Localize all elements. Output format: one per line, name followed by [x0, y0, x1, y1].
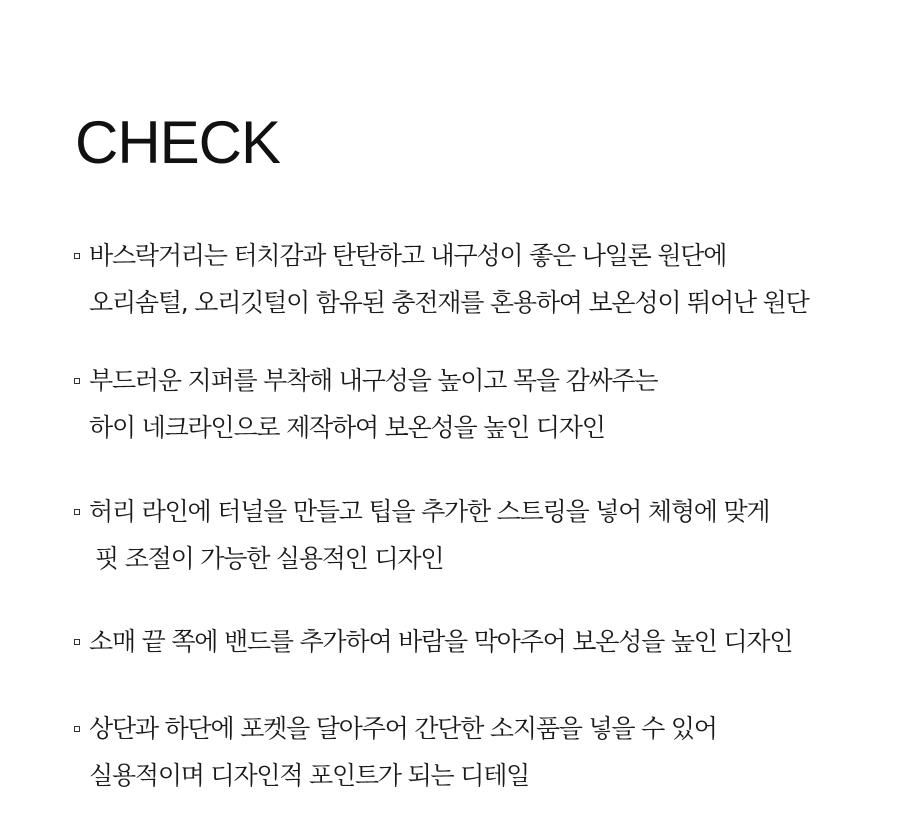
check-item-line [72, 232, 872, 279]
check-item-line [72, 535, 872, 582]
check-item-text: 실용적이며 디자인적 포인트가 되는 디테일 [89, 761, 530, 790]
check-item-text: 하이 네크라인으로 제작하여 보온성을 높인 디자인 [89, 413, 605, 442]
check-item [72, 357, 872, 451]
check-item [72, 232, 872, 326]
check-item-line [72, 752, 872, 799]
check-item [72, 618, 872, 665]
check-item-text: 허리 라인에 터널을 만들고 팁을 추가한 스트링을 넣어 체형에 맞게 [89, 497, 770, 526]
check-item-line [72, 488, 872, 535]
check-item-line [72, 705, 872, 752]
check-item-text: 오리솜털, 오리깃털이 함유된 충전재를 혼용하여 보온성이 뛰어난 원단 [89, 288, 809, 317]
section-heading: CHECK [75, 109, 281, 176]
square-bullet-icon [74, 378, 80, 384]
square-bullet-icon [74, 253, 80, 259]
square-bullet-icon [74, 639, 80, 645]
check-item-line [72, 357, 872, 404]
square-bullet-icon [74, 509, 80, 515]
square-bullet-icon [74, 726, 80, 732]
check-item-text: 소매 끝 쪽에 밴드를 추가하여 바람을 막아주어 보온성을 높인 디자인 [89, 627, 793, 656]
check-item [72, 705, 872, 799]
check-item-line [72, 618, 872, 665]
check-item-line [72, 279, 872, 326]
check-item [72, 488, 872, 582]
check-item-text: 부드러운 지퍼를 부착해 내구성을 높이고 목을 감싸주는 [89, 366, 658, 395]
check-item-text: 바스락거리는 터치감과 탄탄하고 내구성이 좋은 나일론 원단에 [89, 241, 727, 270]
check-item-text: 핏 조절이 가능한 실용적인 디자인 [95, 544, 444, 573]
check-item-text: 상단과 하단에 포켓을 달아주어 간단한 소지품을 넣을 수 있어 [89, 714, 717, 743]
check-item-line [72, 404, 872, 451]
